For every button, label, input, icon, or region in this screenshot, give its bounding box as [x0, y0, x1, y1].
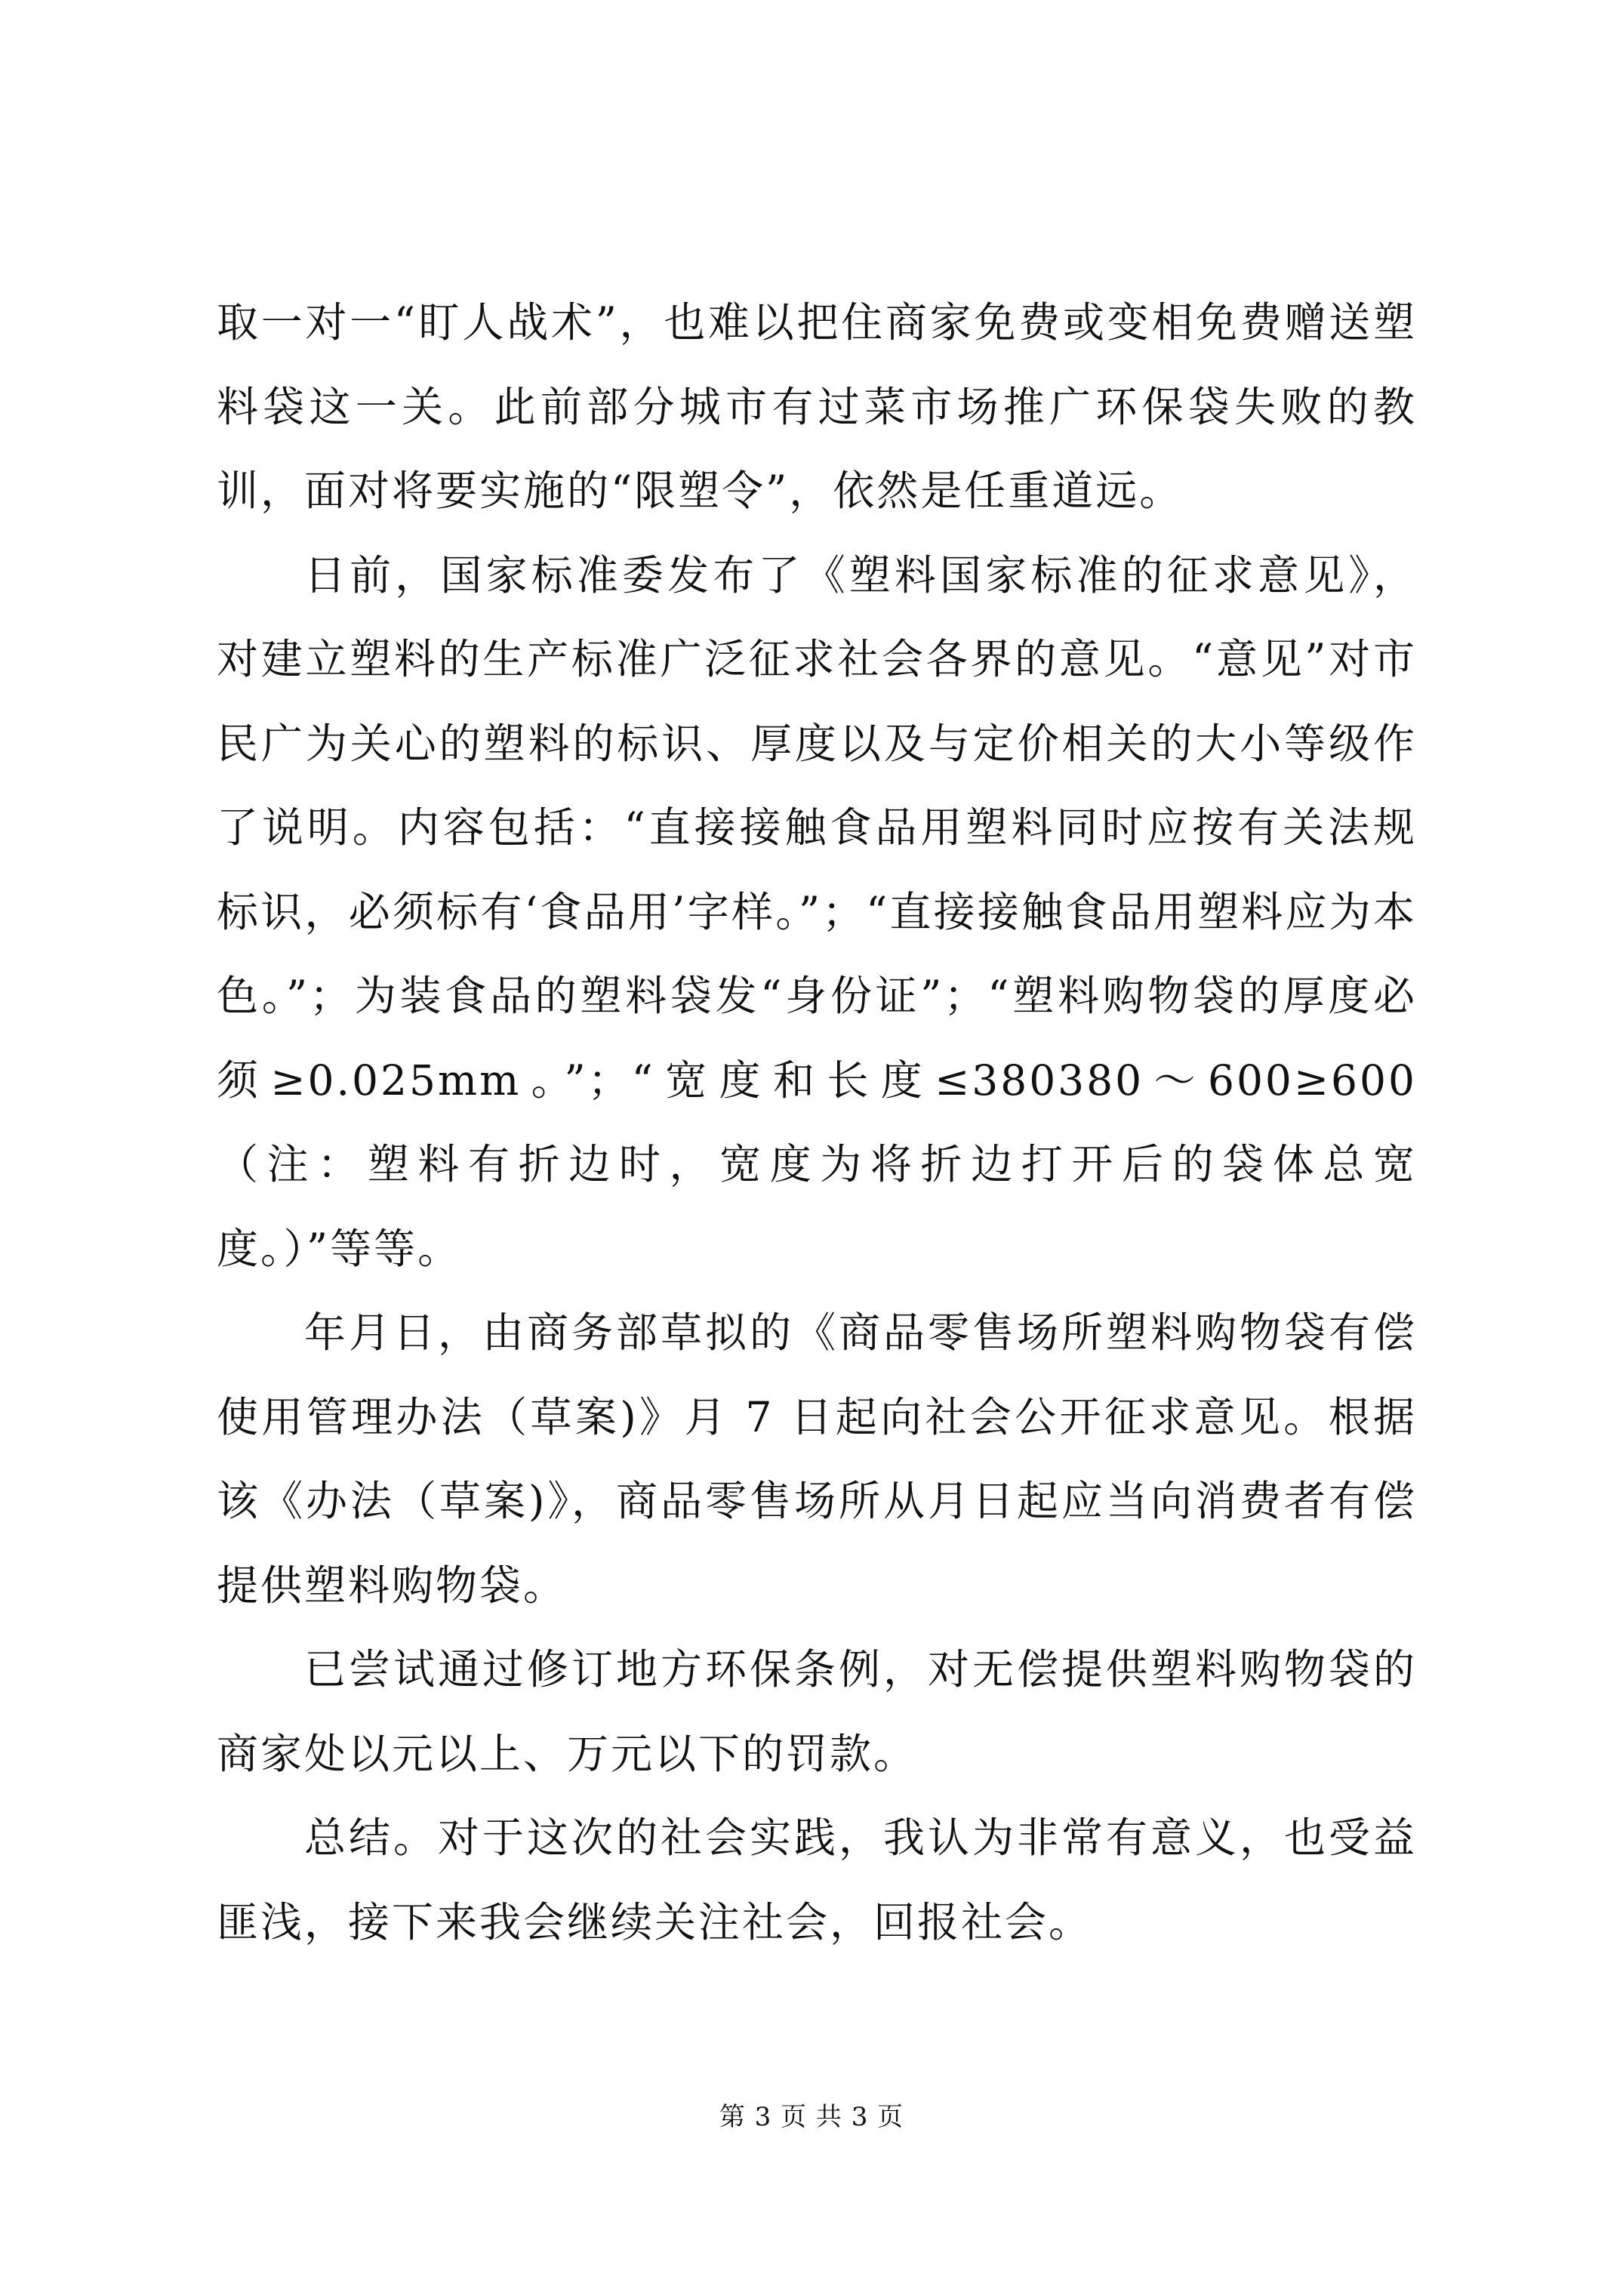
- paragraph-4: 已尝试通过修订地方环保条例，对无偿提供塑料购物袋的商家处以元以上、万元以下的罚款。: [217, 1645, 1417, 1778]
- document-body: [217, 281, 1417, 1965]
- paragraph-3: 年月日，由商务部草拟的《商品零售场所塑料购物袋有偿使用管理办法（草案)》月 7 日起向社会公开征求意见。根据该《办法（草案)》，商品零售场所从月日起应当向消费者有偿提供塑料购物袋。: [217, 1308, 1417, 1610]
- paragraph-2: 日前，国家标准委发布了《塑料国家标准的征求意见》，对建立塑料的生产标准广泛征求社会各界的意见。“意见”对市民广为关心的塑料的标识、厚度以及与定价相关的大小等级作了说明。内容包括：“直接接触食品用塑料同时应按有关法规标识，必须标有‘食品用’字样。”；“直接接触食品用塑料应为本色。”；为装食品的塑料袋发“身份证”；“塑料购物袋的厚度必须≥0.025mm。”；“宽度和长度≤380380～600≥600（注：塑料有折边时，宽度为将折边打开后的袋体总宽度。）”等等。: [217, 550, 1417, 1273]
- paragraph-1: 取一对一“盯人战术”，也难以把住商家免费或变相免费赠送塑料袋这一关。此前部分城市有过菜市场推广环保袋失败的教训，面对将要实施的“限塑令”，依然是任重道远。: [217, 298, 1417, 515]
- paragraph-5: 总结。对于这次的社会实践，我认为非常有意义，也受益匪浅，接下来我会继续关注社会，回报社会。: [217, 1814, 1417, 1946]
- page-footer: 第 3 页 共 3 页: [719, 2102, 904, 2132]
